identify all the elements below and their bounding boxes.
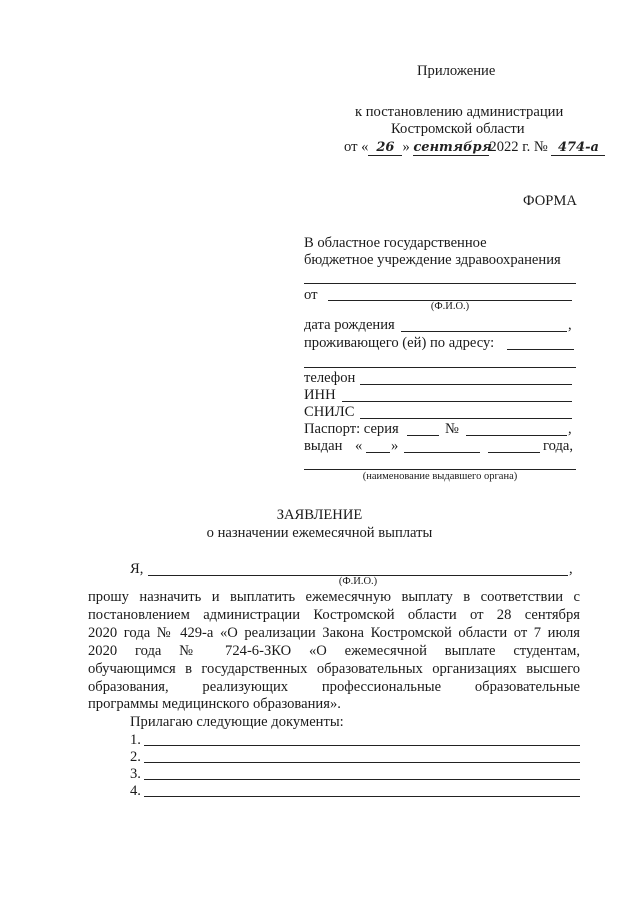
from-fio-hint: (Ф.И.О.) [430,301,470,312]
applicant-comma: , [569,561,573,577]
decree-date-line [344,138,605,156]
decree-number: 474-а [551,140,605,156]
applicant-fio-hint: (Ф.И.О.) [338,576,378,587]
document-title: ЗАЯВЛЕНИЕ [276,507,363,523]
issued-close-quote: » [391,438,399,454]
attachment-line-2 [144,762,580,763]
issued-label: выдан [304,438,343,454]
issued-year-line [488,452,540,453]
addressee-blank-line [304,283,576,284]
date-prefix: от « [344,139,369,155]
from-label: от [304,287,318,303]
request-line-3: 2020 года № 429-а «О реализации Закона Костромской области от 7 июля [88,625,580,641]
inn-label: ИНН [304,387,336,403]
address-label: проживающего (ей) по адресу: [304,335,495,351]
address-line-1 [507,349,574,350]
snils-label: СНИЛС [304,404,355,420]
inn-line [342,401,572,402]
addressee-line-1: В областное государственное [304,235,487,251]
issued-open-quote: « [355,438,363,454]
passport-series-label: Паспорт: серия [304,421,399,437]
snils-line [360,418,572,419]
form-label: ФОРМА [523,193,577,209]
birth-date-comma: , [568,317,572,333]
request-line-2: постановлением администрации Костромской области от 28 сентября [88,607,580,623]
birth-date-label: дата рождения [304,317,395,333]
decree-day: 26 [368,140,402,156]
attachment-number-2: 2. [130,749,141,765]
region-name: Костромской области [391,121,525,137]
attachment-number-4: 4. [130,783,141,799]
passport-series-line [407,435,439,436]
passport-number-line [466,435,567,436]
decree-reference: к постановлению администрации [355,104,564,120]
attachments-heading: Прилагаю следующие документы: [130,714,344,730]
addressee-line-2: бюджетное учреждение здравоохранения [304,252,561,268]
birth-date-line [401,331,567,332]
passport-comma: , [568,421,572,437]
attachment-line-3 [144,779,580,780]
passport-number-sign: № [445,421,459,437]
phone-label: телефон [304,370,356,386]
issued-day-line [366,452,390,453]
attachment-number-1: 1. [130,732,141,748]
issuer-hint: (наименование выдавшего органа) [362,471,518,482]
document-subtitle: о назначении ежемесячной выплаты [206,525,433,541]
date-mid: » [402,139,410,155]
address-line-2 [304,367,576,368]
attachment-line-1 [144,745,580,746]
phone-line [360,384,572,385]
request-line-6: образования, реализующих профессиональные образовательные [88,679,580,695]
decree-year-no: 2022 г. № [489,139,548,155]
applicant-pronoun: Я, [130,561,144,577]
appendix-title: Приложение [417,63,496,79]
decree-month: сентября [413,140,492,155]
request-line-4: 2020 года № 724-6-ЗКО «О ежемесячной выплате студентам, [88,643,580,659]
attachment-line-4 [144,796,580,797]
issued-year-label: года, [543,438,574,454]
issued-month-line [404,452,480,453]
request-line-7: программы медицинского образования». [88,696,341,712]
request-line-5: обучающимся в государственных образовательных организациях высшего [88,661,580,677]
attachment-number-3: 3. [130,766,141,782]
request-line-1: прошу назначить и выплатить ежемесячную выплату в соответствии с [88,589,580,605]
